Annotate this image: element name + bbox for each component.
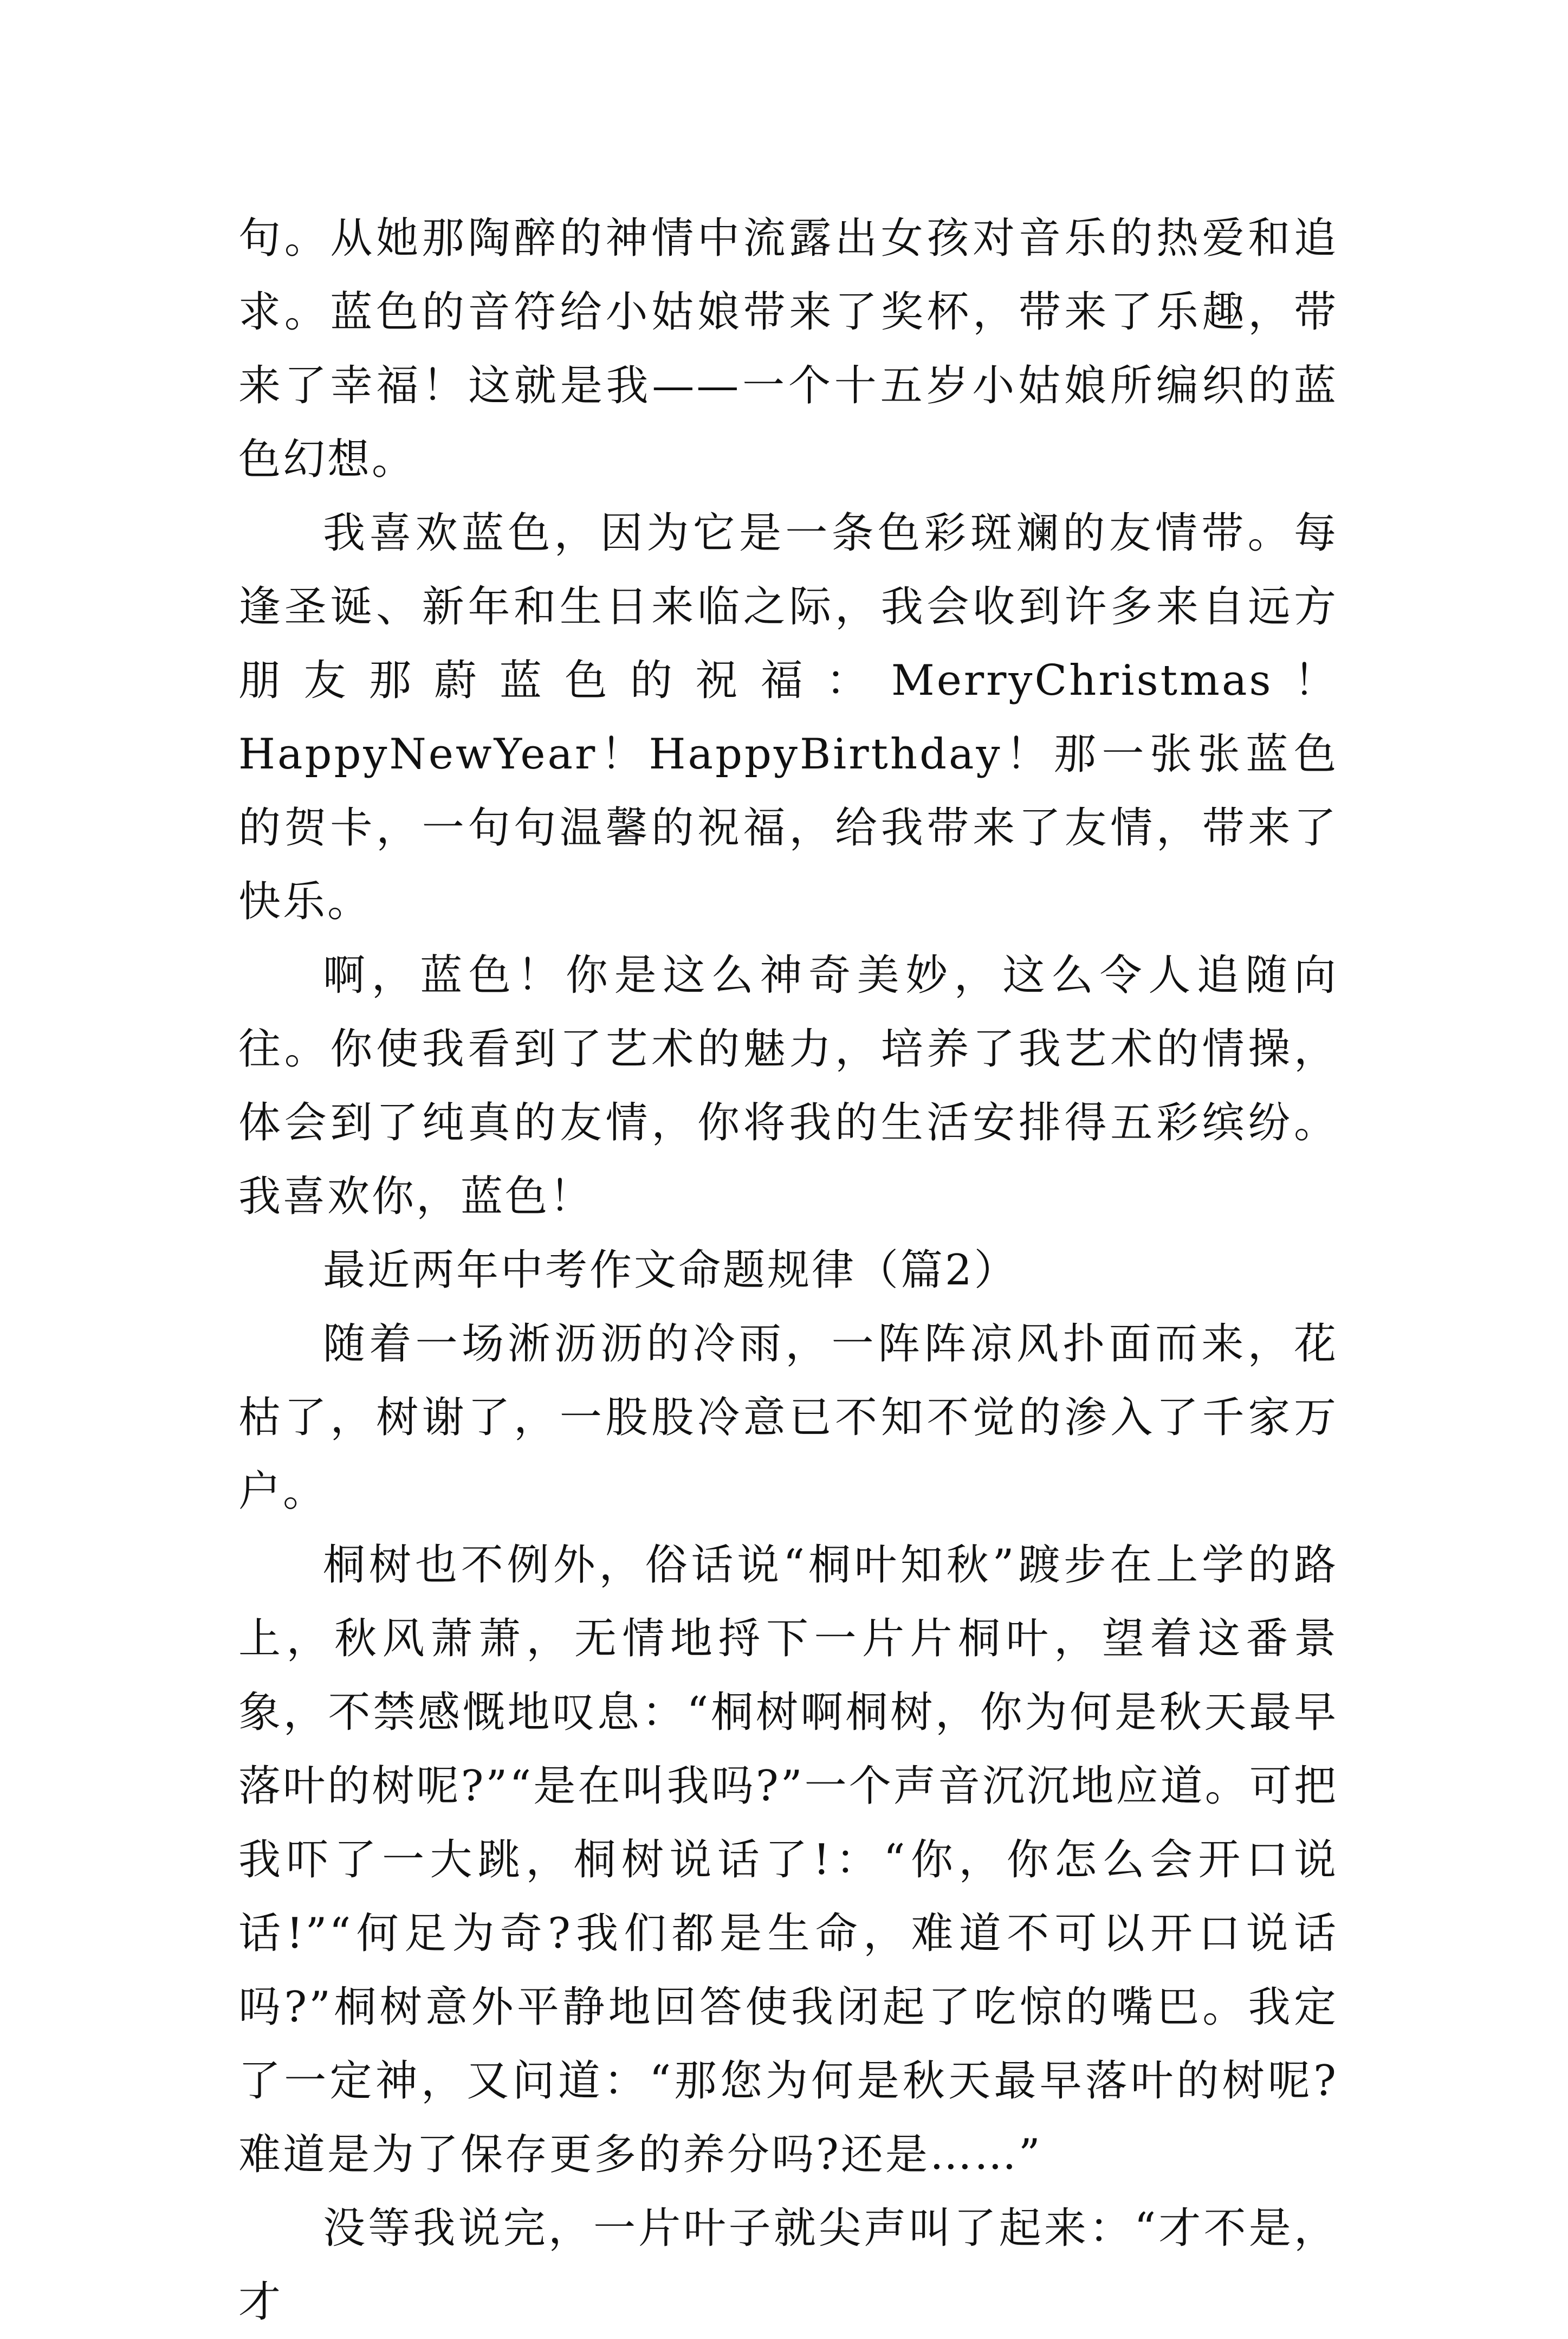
paragraph-blue-friendship: 我喜欢蓝色，因为它是一条色彩斑斓的友情带。每逢圣诞、新年和生日来临之际，我会收到许多来自远方朋友那蔚蓝色的祝福：MerryChristmas！HappyNewYear！HappyBirthday！那一张张蓝色的贺卡，一句句温馨的祝福，给我带来了友情，带来了快乐。 <box>238 509 1338 926</box>
paragraph-continued: 句。从她那陶醉的神情中流露出女孩对音乐的热爱和追求。蓝色的音符给小姑娘带来了奖杯，带来了乐趣，带来了幸福！这就是我——一个十五岁小姑娘所编织的蓝色幻想。 <box>238 214 1338 484</box>
section-heading: 最近两年中考作文命题规律（篇2） <box>323 1246 1019 1295</box>
paragraph-leaf-reply: 没等我说完，一片叶子就尖声叫了起来：“才不是，才 <box>238 2204 1338 2327</box>
paragraph-autumn-rain: 随着一场淅沥沥的冷雨，一阵阵凉风扑面而来，花枯了，树谢了，一股股冷意已不知不觉的渗入了千家万户。 <box>238 1320 1338 1516</box>
document-body <box>238 202 1338 2339</box>
paragraph-tung-tree: 桐树也不例外，俗话说“桐叶知秋”踱步在上学的路上，秋风萧萧，无情地捋下一片片桐叶，望着这番景象，不禁感慨地叹息：“桐树啊桐树，你为何是秋天最早落叶的树呢?”“是在叫我吗?”一个声音沉沉地应道。可把我吓了一大跳，桐树说话了!：“你，你怎么会开口说话!”“何足为奇?我们都是生命，难道不可以开口说话吗?”桐树意外平静地回答使我闭起了吃惊的嘴巴。我定了一定神，又问道：“那您为何是秋天最早落叶的树呢?难道是为了保存更多的养分吗?还是……” <box>238 1541 1338 2179</box>
paragraph-blue-praise: 啊，蓝色！你是这么神奇美妙，这么令人追随向往。你使我看到了艺术的魅力，培养了我艺术的情操，体会到了纯真的友情，你将我的生活安排得五彩缤纷。我喜欢你，蓝色！ <box>238 951 1338 1221</box>
